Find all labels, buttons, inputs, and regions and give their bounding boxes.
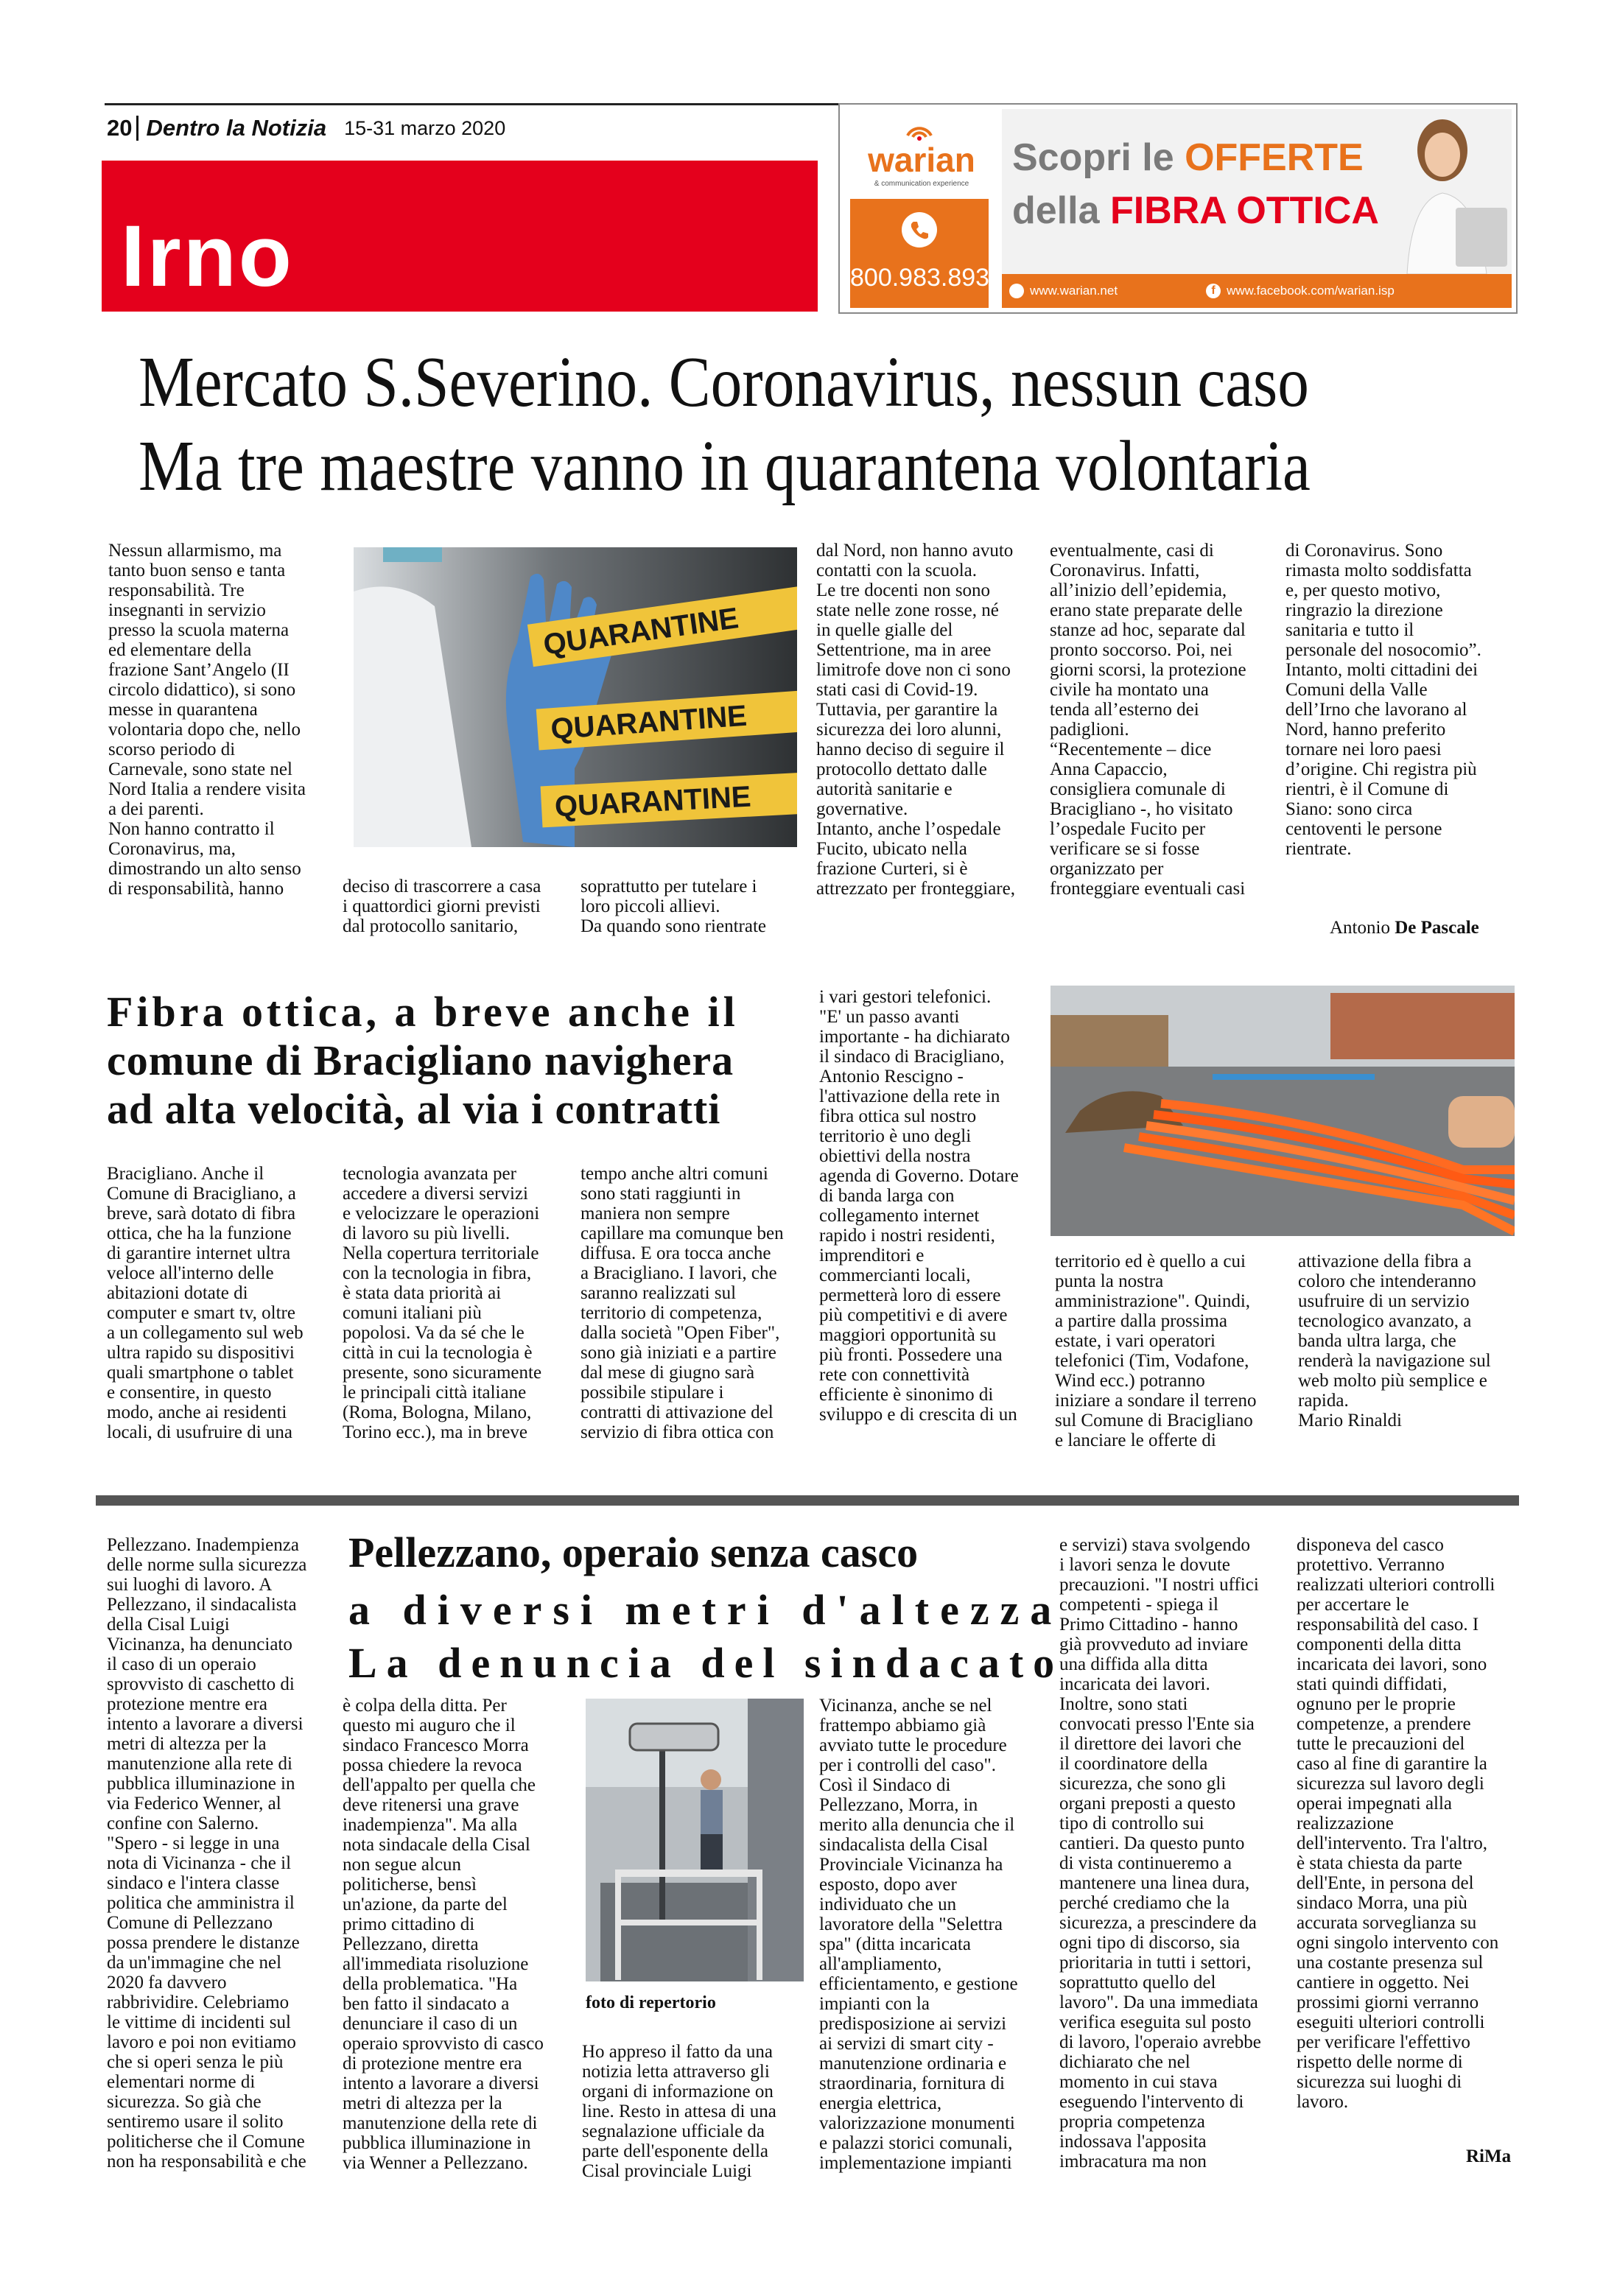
ad-headline-line1-b: OFFERTE <box>1185 136 1364 179</box>
article1-column-4: dal Nord, non hanno avuto contatti con la scuola. Le tre docenti non sono state nelle zone rosse, né in quelle gialle del Settentrione, ma in aree limitrofe dove non ci sono stati casi di Covid-19. Tuttavia, per garantire la sicurezza dei loro alunni, hanno deciso di seguire il protocollo dettato dalle autorità sanitarie e governative. Intanto, anche l’ospedale Fucito, ubicato nella frazione Curteri, si è attrezzato per fronteggiare, <box>816 541 1015 899</box>
article3-column-1: Pellezzano. Inadempienza delle norme sulla sicurezza sui luoghi di lavoro. A Pellezzano, il sindacalista della Cisal Luigi Vicinanza, ha denunciato il caso di un operaio sprovvisto di caschetto di protezione mentre era intento a lavorare a diversi metri di altezza per la manutenzione alla rete di pubblica illuminazione in via Federico Wenner, al confine con Salerno. "Spero - si legge in una nota di Vicinanza - che il sindaco e l'intera classe politica che amministra il Comune di Pellezzano possa prendere le distanze da un'immagine che nel 2020 fa davvero rabbrividire. Celebriamo le vittime di incidenti sul lavoro e poi non evitiamo che si operi senza le più elementari norme di sicurezza. So già che sentiremo usare il solito politicherse che il Comune non ha responsabilità e che <box>107 1535 307 2172</box>
publication-name: Dentro la Notizia <box>146 115 327 141</box>
ad-brand-logo: warian <box>868 141 975 179</box>
ad-brand-block <box>844 109 995 308</box>
tape-text-3: QUARANTINE <box>553 780 752 824</box>
article2-headline-line2: comune di Bracigliano navighera <box>107 1036 734 1084</box>
article1-column-6: di Coronavirus. Sono rimasta molto soddisfatta e, per questo motivo, ringrazio la direzione sanitaria e tutto il personale del nosocomio”. Intanto, molti cittadini dei Comuni della Valle dell’Irno che lavorano al Nord, hanno preferito tornare nei loro paesi d’origine. Chi registra più rientri, è il Comune di Siano: sono circa centoventi le persone rientrate. <box>1285 541 1481 859</box>
article3-photo-caption: foto di repertorio <box>586 1993 716 2012</box>
ad-phone-box[interactable] <box>850 199 989 308</box>
wifi-icon <box>903 119 936 141</box>
article1-column-5: eventualmente, casi di Coronavirus. Infatti, all’inizio dell’epidemia, erano state preparate delle stanze ad hoc, separate dal pronto soccorso. Poi, nei giorni scorsi, la protezione civile ha montato una tenda all’esterno dei padiglioni. “Recentemente – dice Anna Capaccio, consigliera comunale di Bracigliano -, ho visitato l’ospedale Fucito per verificare se si fosse organizzato per fronteggiare eventuali casi <box>1050 541 1246 899</box>
ad-headline-line1-a: Scopri le <box>1012 136 1185 179</box>
article1-headline-line1: Mercato S.Severino. Coronavirus, nessun caso <box>138 343 1309 422</box>
article3-column-5: e servizi) stava svolgendo i lavori senza le dovute precauzioni. "I nostri uffici competenti - spiega il Primo Cittadino - hanno già provveduto ad inviare una diffida alla ditta incaricata dei lavori. Inoltre, sono stati convocati presso l'Ente sia il direttore dei lavori che il coordinatore della sicurezza, che sono gli organi preposti a questo tipo di controllo sui cantieri. Da questo punto di vista continueremo a mantenere una linea dura, perché crediamo che la sicurezza, a prescindere da ogni tipo di discorso, sia prioritaria in tutti i settori, soprattutto quello del lavoro". Da una immediata verifica eseguita sul posto di lavoro, l'operaio avrebbe dichiarato che nel momento in cui stava eseguendo l'intervento di propria competenza indossava l'apposita imbracatura ma non <box>1059 1535 1261 2172</box>
article2-column-1: Bracigliano. Anche il Comune di Bracigliano, a breve, sarà dotato di fibra ottica, che ha la funzione di garantire internet ultra veloce all'interno delle abitazioni dotate di computer e smart tv, oltre a un collegamento sul web ultra rapido su dispositivi quali smartphone o tablet e consentire, in questo modo, anche ai residenti locali, di usufruire di una <box>107 1164 304 1442</box>
header-separator <box>136 116 138 141</box>
article1-photo-quarantine <box>354 547 797 847</box>
ad-headline-line2 <box>1012 189 1379 233</box>
globe-icon <box>1009 284 1024 298</box>
ad-facebook-link[interactable]: www.facebook.com/warian.isp <box>1227 284 1395 298</box>
article3-column-6: disponeva del casco protettivo. Verranno realizzati ulteriori controlli per accertare le responsabilità del caso. I componenti della ditta incaricata dei lavori, sono stati quindi diffidati, ognuno per le proprie competenze, a prendere tutte le precauzioni del caso al fine di garantire la sicurezza sul lavoro degli operai impegnati alla realizzazione dell'intervento. Tra l'altro, è stata chiesta da parte dell'Ente, in persona del sindaco Morra, una più accurata sorveglianza su ogni singolo intervento con una costante presenza sul cantiere in oggetto. Nei prossimi giorni verranno eseguiti ulteriori controlli per verificare l'effettivo rispetto delle norme di sicurezza sui luoghi di lavoro. <box>1297 1535 1499 2112</box>
article1-column-1: Nessun allarmismo, ma tanto buon senso e tanta responsabilità. Tre insegnanti in servizio presso la scuola materna ed elementare della frazione Sant’Angelo (II circolo didattico), si sono messe in quarantena volontaria dopo che, nello scorso periodo di Carnevale, sono state nel Nord Italia a rendere visita a dei parenti. Non hanno contratto il Coronavirus, ma, dimostrando un alto senso di responsabilità, hanno <box>108 541 306 899</box>
facebook-icon: f <box>1206 284 1221 298</box>
phone-icon <box>902 212 937 247</box>
ad-headline-line2-b: FIBRA OTTICA <box>1109 189 1379 232</box>
article3-column-2: è colpa della ditta. Per questo mi auguro che il sindaco Francesco Morra possa chiedere la revoca dell'appalto per quella che deve ritenersi una grave inadempienza". Ma alla nota sindacale della Cisal non segue alcun politicherse, bensì un'azione, da parte del primo cittadino di Pellezzano, diretta all'immediata risoluzione della problematica. "Ha ben fatto il sindacato a denunciare il caso di un operaio sprovvisto di casco di protezione mentre era intento a lavorare a diversi metri di altezza per la manutenzione della rete di pubblica illuminazione in via Wenner a Pellezzano. <box>343 1696 544 2173</box>
section-banner <box>102 161 818 312</box>
ad-footer-bar <box>1002 274 1512 308</box>
article2-column-4: i vari gestori telefonici. "E' un passo avanti importante - ha dichiarato il sindaco di Bracigliano, Antonio Rescigno - l'attivazione della rete in fibra ottica sul nostro territorio è uno degli obiettivi della nostra agenda di Governo. Dotare di banda larga con collegamento internet rapido i nostri residenti, imprenditori e commercianti locali, permetterà loro di essere più competitivi e di avere maggiori opportunità su più fronti. Possedere una rete con connettività efficiente è sinonimo di sviluppo e di crescita di un <box>819 987 1019 1425</box>
tape-text-2: QUARANTINE <box>550 699 748 746</box>
article3-column-3: Ho appreso il fatto da una notizia letta attraverso gli organi di informazione on line. Resto in attesa di una segnalazione ufficiale da parte dell'esponente della Cisal provinciale Luigi <box>582 2042 776 2181</box>
article2-column-3: tempo anche altri comuni sono stati raggiunti in maniera non sempre capillare ma comunque ben diffusa. E ora tocca anche a Bracigliano. I lavori, che saranno realizzati sul territorio di competenza, dalla società "Open Fiber", sono già iniziati e a partire dal mese di giugno sarà possibile stipulare i contratti di attivazione del servizio di fibra ottica con <box>580 1164 784 1442</box>
article2-headline-line3: ad alta velocità, al via i contratti <box>107 1085 721 1133</box>
article1-author <box>1330 918 1479 938</box>
article3-photo-worker <box>586 1699 804 1981</box>
ad-banner[interactable] <box>838 103 1518 314</box>
page-header <box>107 113 505 143</box>
tape-text-1: QUARANTINE <box>541 602 741 661</box>
article3-headline-line1: Pellezzano, operaio senza casco <box>348 1528 919 1576</box>
article1-headline-line2: Ma tre maestre vanno in quarantena volontaria <box>138 426 1311 506</box>
article3-author: RiMa <box>1466 2146 1512 2166</box>
article2-headline-line1: Fibra ottica, a breve anche il <box>107 988 739 1036</box>
article2-column-2: tecnologia avanzata per accedere a diversi servizi e velocizzare le operazioni di lavoro su più livelli. Nella copertura territoriale con la tecnologia in fibra, è stata data priorità ai comuni italiani più popolosi. Va da sé che le città in cui la tecnologia è presente, sono sicuramente le principali città italiane (Roma, Bologna, Milano, Torino ecc.), ma in breve <box>343 1164 542 1442</box>
article1-column-2: deciso di trascorrere a casa i quattordici giorni previsti dal protocollo sanitario, <box>343 877 541 936</box>
article1-author-last: De Pascale <box>1395 918 1479 938</box>
article3-headline-line2: a diversi metri d'altezza <box>348 1586 1063 1634</box>
ad-woman-illustration <box>1385 112 1509 274</box>
article1-column-3: soprattutto per tutelare i loro piccoli allievi. Da quando sono rientrate <box>580 877 767 936</box>
ad-website-link[interactable]: www.warian.net <box>1030 284 1118 298</box>
ad-headline-line2-a: della <box>1012 189 1110 232</box>
ad-brand-tagline: & communication experience <box>874 180 969 188</box>
ad-phone-number: 800.983.893 <box>850 264 990 292</box>
ad-headline-line1 <box>1012 136 1364 180</box>
article1-author-first: Antonio <box>1330 918 1395 938</box>
article2-column-5: territorio ed è quello a cui punta la nostra amministrazione". Quindi, a partire dalla prossima estate, i vari operatori telefonici (Tim, Vodafone, Wind ecc.) potranno iniziare a sondare il terreno sul Comune di Bracigliano e lanciare le offerte di <box>1055 1251 1257 1450</box>
article3-column-4: Vicinanza, anche se nel frattempo abbiamo già avviato tutte le procedure per i controlli del caso". Così il Sindaco di Pellezzano, Morra, in merito alla denuncia che il sindacalista della Cisal Provinciale Vicinanza ha esposto, dopo aver individuato che un lavoratore della "Selettra spa" (ditta incaricata all'ampliamento, efficientamento, e gestione impianti con la predisposizione ai servizi ai servizi di smart city - manutenzione ordinaria e straordinaria, fornitura di energia elettrica, valorizzazione monumenti e palazzi storici comunali, implementazione impianti <box>819 1696 1018 2173</box>
ad-offer-block <box>1002 109 1512 308</box>
article2-photo-fiber-cables <box>1050 986 1515 1236</box>
section-divider <box>96 1495 1519 1506</box>
article3-headline-line3: La denuncia del sindacato <box>348 1639 1064 1687</box>
section-title: Irno <box>121 208 294 305</box>
issue-date: 15-31 marzo 2020 <box>344 116 506 139</box>
article2-column-6: attivazione della fibra a coloro che intenderanno usufruire di un servizio tecnologico avanzato, a banda ultra larga, che renderà la navigazione sul web molto più semplice e rapida. Mario Rinaldi <box>1298 1251 1491 1430</box>
page-number: 20 <box>107 115 133 141</box>
